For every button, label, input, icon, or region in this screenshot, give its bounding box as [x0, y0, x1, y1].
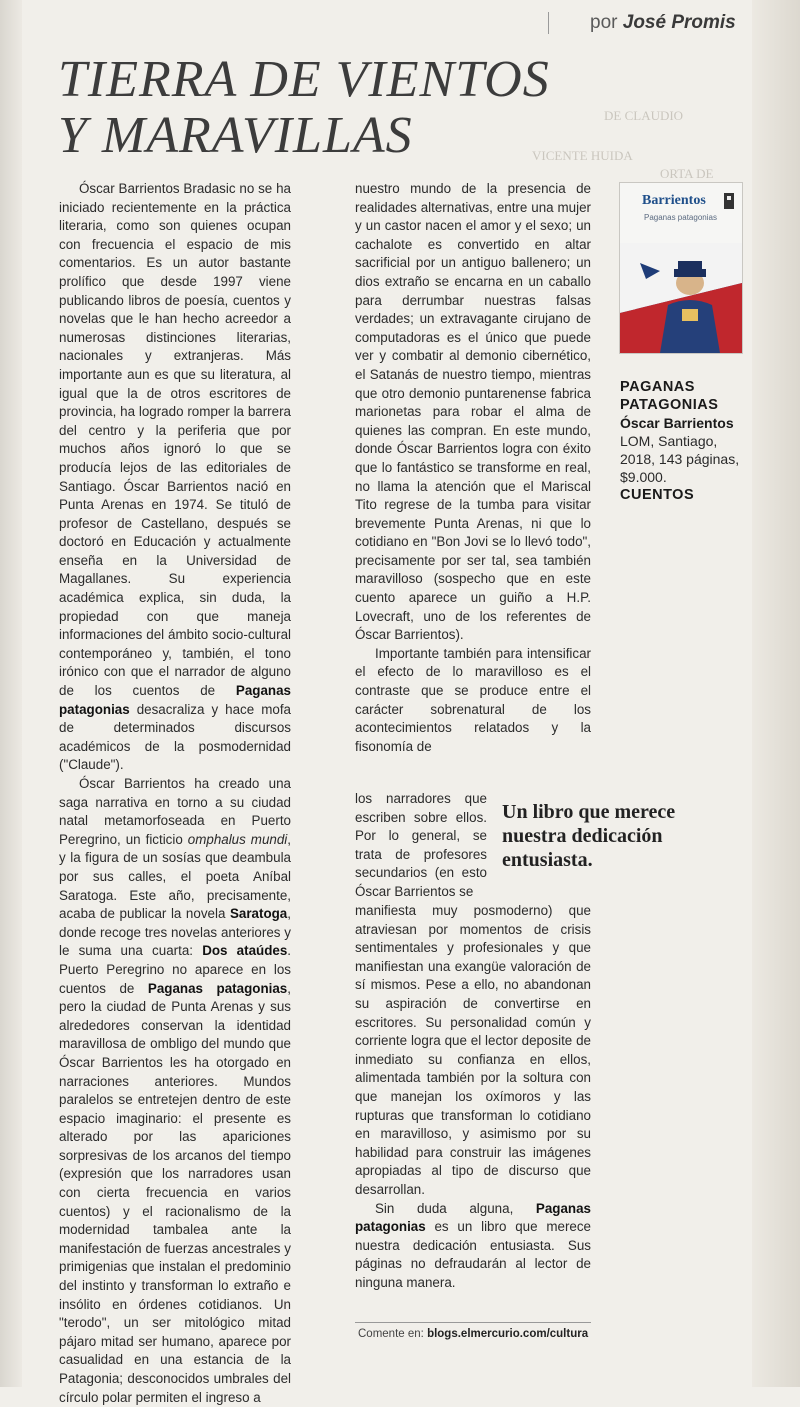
- article-column-2-continued: [355, 902, 591, 1292]
- headline: [58, 52, 550, 164]
- paragraph: Importante también para intensificar el efecto de lo maravilloso es el contraste que se produce entre el carácter sobrenatural de los acontecimientos relatados y la fisonomía de: [355, 645, 591, 754]
- book-details: LOM, Santiago, 2018, 143 páginas, $9.000.: [620, 433, 740, 485]
- page-edge-right: [752, 0, 800, 1387]
- headline-line-2: Y MARAVILLAS: [58, 107, 413, 164]
- book-title: PAGANAS PATAGONIAS: [620, 379, 719, 413]
- paragraph: manifiesta muy posmoderno) que atraviesan por momentos de crisis sentimentales y profesionales y que manifiestan una exangüe valoración de sí mismos. Pese a ello, no abandonan su aspiración de convertirse en escritores. Su personalidad común y corriente logra que el lector deposite de inmediato su confianza en ellos, alimentada también por la soltura con que manejan los oxímoros y las rupturas que transforman lo cotidiano en maravilloso, y asimismo por su habilidad para construir las imágenes apropiadas al tipo de discurso que desarrollan.: [355, 903, 591, 1197]
- pull-quote: Un libro que merece nuestra dedicación entusiasta.: [502, 801, 676, 871]
- book-cover-image: [620, 183, 742, 353]
- paragraph: nuestro mundo de la presencia de realidades alternativas, entre una mujer y un castor nacen el amor y el sexo; un cachalote es convertido en altar sacrificial por un antiguo ballenero; un dios extraño se encarna en un caballo para derrumbar nuestras falsas verdades; un extravagante cirujano de computadoras es el único que puede ver y combatir al demonio cibernético, el Satanás de nuestro tiempo, mientras que otro demonio puntarenense fabrica marionetas para robar el alma de quienes las compran. En este mundo, donde Óscar Barrientos logra con éxito que lo fantástico se transforme en real, no llama la atención que el Mariscal Tito regrese de la tumba para visitar brevemente Punta Arenas, ni que lo cotidiano en "Bon Jovi se lo llevó todo", precisamente por ser tal, sea también maravilloso (sospecho que en este cuento aparece un guiño a H.P. Lovecraft, uno de los referentes de Óscar Barrientos).: [355, 181, 591, 643]
- article-column-2: [355, 180, 591, 756]
- article-column-1: [59, 180, 291, 1407]
- bleed-through-text: VICENTE HUIDA: [532, 148, 633, 163]
- cover-title: Paganas patagonias: [644, 213, 717, 222]
- footer-link[interactable]: blogs.elmercurio.com/cultura: [427, 1328, 589, 1340]
- cover-author: Barrientos: [642, 193, 706, 208]
- book-info: [620, 378, 750, 504]
- byline-author: José Promis: [622, 12, 736, 33]
- paragraph: los narradores que escriben sobre ellos. Por lo general, se trata de profesores secundarios (en esto Óscar Barrientos se: [355, 791, 487, 899]
- footer-divider: [355, 1322, 591, 1323]
- bleed-through-text: DE CLAUDIO: [604, 108, 684, 123]
- article-column-2-wrap: [355, 790, 487, 902]
- byline: [590, 12, 736, 34]
- header-divider: [548, 12, 549, 34]
- paragraph: Óscar Barrientos ha creado una saga narrativa en torno a su ciudad natal metamorfoseada en Puerto Peregrino, un ficticio omphalus mundi, y la figura de un sosías que deambula por sus calles, el poeta Aníbal Saratoga. Este año, precisamente, acaba de publicar la novela Saratoga, donde recoge tres novelas anteriores y le suma una cuarta: Dos ataúdes. Puerto Peregrino no aparece en los cuentos de Paganas patagonias, pero la ciudad de Punta Arenas y sus alrededores conservan la identidad maravillosa de ombligo del mundo que Óscar Barrientos les ha otorgado en narraciones anteriores. Mundos paralelos se entretejen dentro de este espacio imaginario: el presente es alterado por las apariciones sorpresivas de los arcanos del tiempo (expresión que los narradores usan con cierta frecuencia en varios cuentos) y el racionalismo de la modernidad tambalea ante la manifestación de fuerzas ancestrales y primigenias que instalan el predominio del instinto y transforman lo extraño e insólito en órdenes cotidianos. Un "terodo", un ser mitológico mitad pájaro mitad ser humano, aparece por casualidad en una estancia de la Patagonia; desconocidos umbrales del círculo polar permiten el ingreso a: [59, 776, 292, 1405]
- publisher-logo-icon: [724, 193, 734, 209]
- byline-prefix: por: [590, 12, 618, 33]
- bleed-through-text: ORTA DE: [660, 166, 714, 181]
- cover-illustration: [620, 243, 742, 353]
- footer-prefix: Comente en:: [358, 1328, 424, 1340]
- paragraph: Sin duda alguna, Paganas patagonias es un libro que merece nuestra dedicación entusiasta. Sus páginas no defraudarán al lector de ninguna manera.: [355, 1200, 591, 1290]
- book-author: Óscar Barrientos: [620, 415, 734, 431]
- headline-line-1: TIERRA DE VIENTOS: [58, 51, 550, 108]
- paragraph: Óscar Barrientos Bradasic no se ha iniciado recientemente en la práctica literaria, como son quienes ocupan con frecuencia el espacio de mis comentarios. Es un autor bastante prolífico que desde 1997 viene publicando libros de poesía, cuentos y novelas que le han hecho acreedor a numerosas distinciones literarias, nacionales y extranjeras. Más importante aun es que su literatura, al igual que la de otros escritores de provincia, ha logrado romper la barrera del centro y la periferia que por muchos años ignoró lo que se producía lejos de las editoriales de Santiago. Óscar Barrientos nació en Punta Arenas en 1974. Se tituló de profesor de Castellano, después se doctoró en Educación y actualmente enseña en la Universidad de Magallanes. Su experiencia académica explica, sin duda, la propiedad con que maneja informaciones del ámbito socio-cultural contemporáneo y, también, el tono irónico con que el narrador de alguno de los cuentos de Paganas patagonias desacraliza y hace mofa de determinados discursos académicos de la posmodernidad ("Claude").: [59, 181, 291, 773]
- comment-footer: [358, 1328, 598, 1340]
- page-edge-left: [0, 0, 22, 1387]
- book-genre: CUENTOS: [620, 487, 695, 503]
